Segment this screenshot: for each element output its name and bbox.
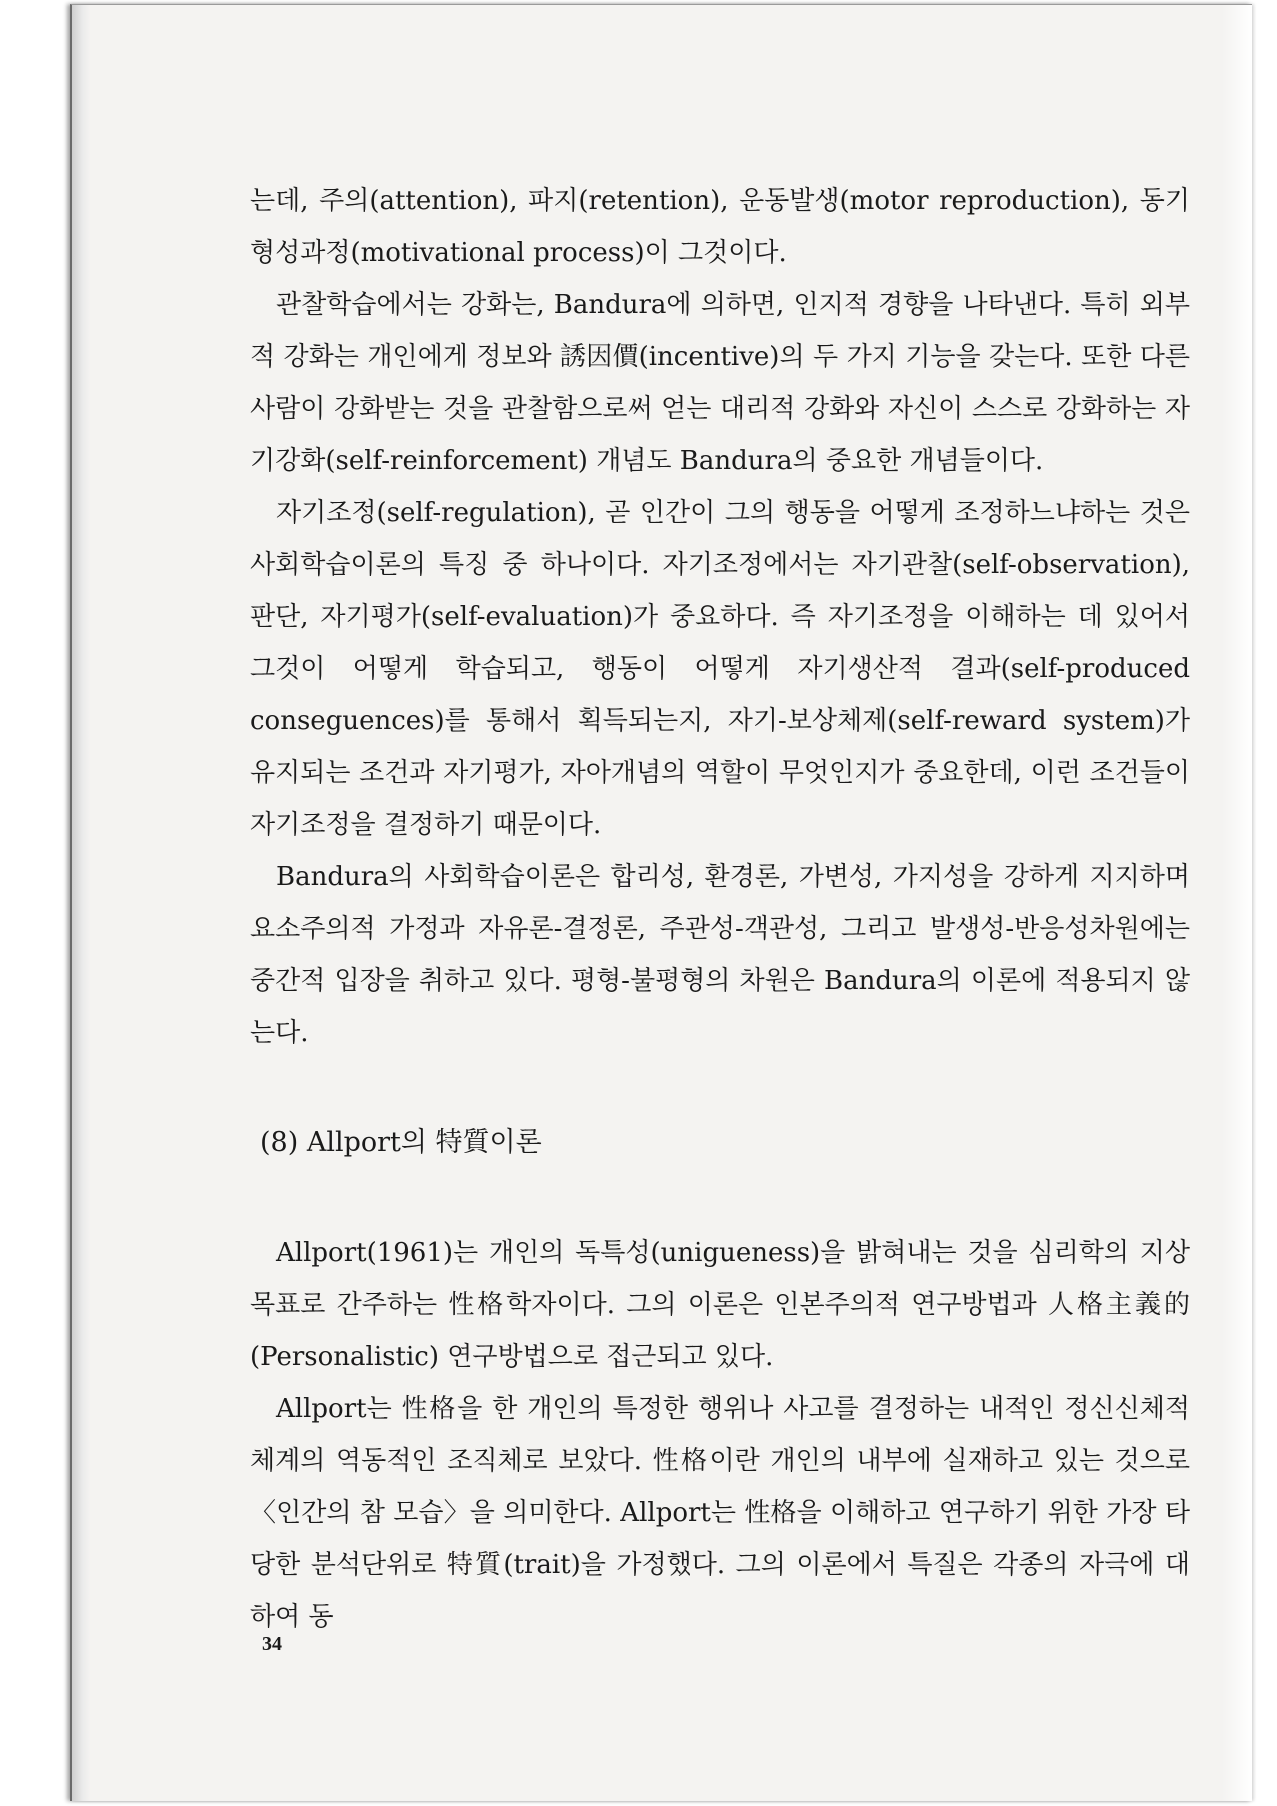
paragraph-allport-trait: Allport는 性格을 한 개인의 특정한 행위나 사고를 결정하는 내적인 정신신체적 체계의 역동적인 조직체로 보았다. 性格이란 개인의 내부에 실재하고 있는 것으로 〈인간의 참 모습〉을 의미한다. Allport는 性格을 이해하고 연구하기 위한 가장 타당한 분석단위로 特質(trait)을 가정했다. 그의 이론에서 특질은 각종의 자극에 대하여 동 [250,1394,1190,1632]
page-number: 34 [262,1633,282,1655]
paragraph-continued: 는데, 주의(attention), 파지(retention), 운동발생(motor reproduction), 동기형성과정(motivational process)이 그것이다. [250,186,1190,268]
paragraph-self-regulation: 자기조정(self-regulation), 곧 인간이 그의 행동을 어떻게 조정하느냐하는 것은 사회학습이론의 특징 중 하나이다. 자기조정에서는 자기관찰(self-observation), 판단, 자기평가(self-evaluation)가 중요하다. 즉 자기조정을 이해하는 데 있어서 그것이 어떻게 학습되고, 행동이 어떻게 자기생산적 결과(self-produced conseguences)를 통해서 획득되는지, 자기-보상체제(self-reward system)가 유지되는 조건과 자기평가, 자아개념의 역할이 무엇인지가 중요한데, 이런 조건들이 자기조정을 결정하기 때문이다. [250,498,1190,840]
paragraph-bandura-summary: Bandura의 사회학습이론은 합리성, 환경론, 가변성, 가지성을 강하게 지지하며 요소주의적 가정과 자유론-결정론, 주관성-객관성, 그리고 발생성-반응성차원에는 중간적 입장을 취하고 있다. 평형-불평형의 차원은 Bandura의 이론에 적용되지 않는다. [250,862,1190,1048]
page-edge [1222,5,1252,1801]
page-content [250,175,1190,1643]
page-binding-shadow [72,5,90,1801]
paragraph-observational-learning: 관찰학습에서는 강화는, Bandura에 의하면, 인지적 경향을 나타낸다. 특히 외부적 강화는 개인에게 정보와 誘因價(incentive)의 두 가지 기능을 갖는다. 또한 다른 사람이 강화받는 것을 관찰함으로써 얻는 대리적 강화와 자신이 스스로 강화하는 자기강화(self-reinforcement) 개념도 Bandura의 중요한 개념들이다. [250,290,1190,476]
section-heading: (8) Allport의 特質이론 [260,1127,542,1158]
paragraph-allport-intro: Allport(1961)는 개인의 독특성(unigueness)을 밝혀내는 것을 심리학의 지상목표로 간주하는 性格학자이다. 그의 이론은 인본주의적 연구방법과 人格主義的(Personalistic) 연구방법으로 접근되고 있다. [250,1238,1190,1372]
book-page [70,4,1252,1801]
